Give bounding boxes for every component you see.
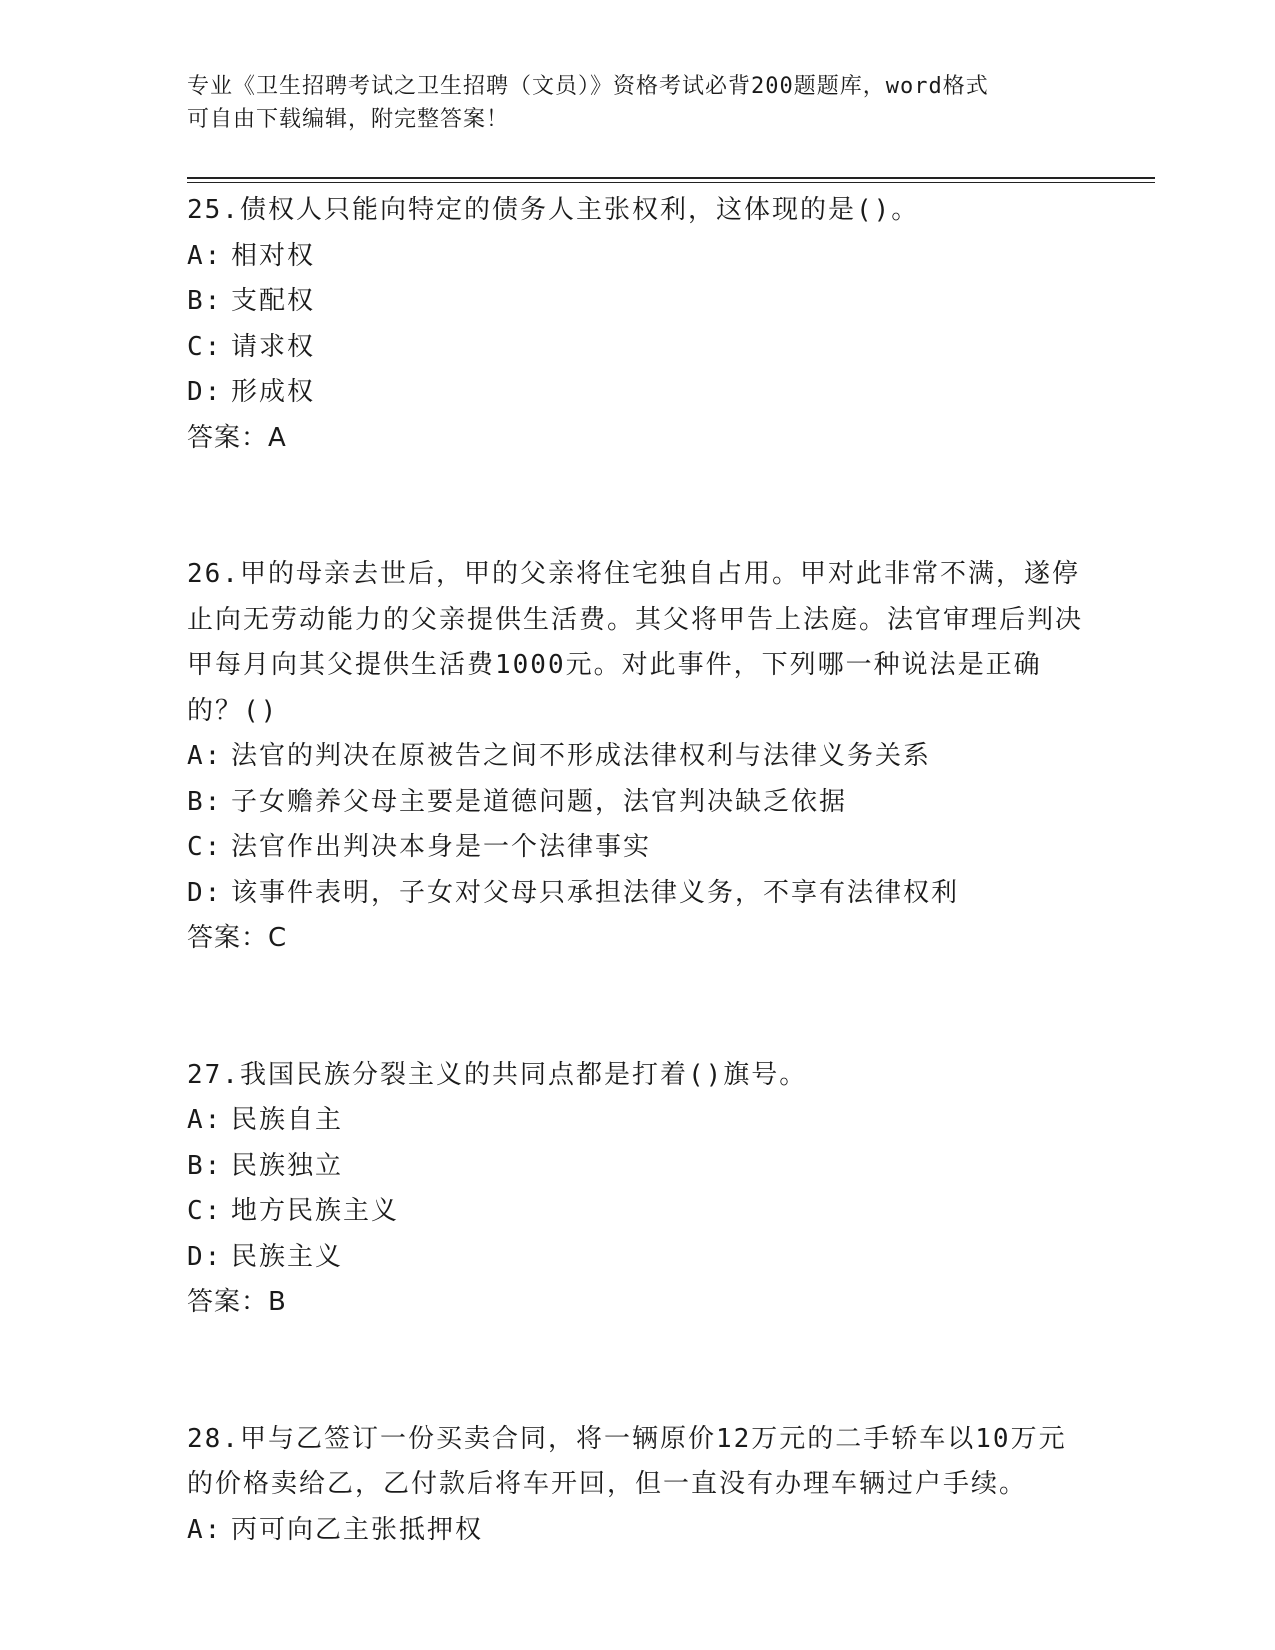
option-d: D: 该事件表明，子女对父母只承担法律义务，不享有法律权利 [187, 877, 960, 908]
option-c: C: 地方民族主义 [187, 1196, 400, 1226]
answer-value: C [268, 923, 288, 953]
question-text: 28.甲与乙签订一份买卖合同，将一辆原价12万元的二手轿车以10万元的价格卖给乙，乙付款后将车开回，但一直没有办理车辆过户手续。 [187, 1423, 1067, 1499]
option-c: C: 请求权 [187, 331, 316, 362]
answer-label: 答案： [187, 422, 269, 453]
answer-label: 答案： [187, 1287, 269, 1317]
option-a: A: 相对权 [187, 240, 316, 271]
option-c: C: 法官作出判决本身是一个法律事实 [187, 832, 652, 862]
header-divider-thick [187, 177, 1155, 179]
question-list [187, 188, 1087, 1553]
answer-value: B [268, 1287, 287, 1317]
option-b: B: 民族独立 [187, 1150, 344, 1181]
header-line-1: 专业《卫生招聘考试之卫生招聘（文员）》资格考试必背200题题库，word格式 [187, 74, 989, 99]
document-header [187, 70, 1067, 136]
question-spacer [187, 962, 1087, 1053]
answer-value: A [268, 422, 287, 453]
question-spacer [187, 461, 1087, 552]
question-text: 26.甲的母亲去世后，甲的父亲将住宅独自占用。甲对此非常不满，遂停止向无劳动能力的父亲提供生活费。其父将甲告上法庭。法官审理后判决甲每月向其父提供生活费1000元。对此事件，下列哪一种说法是正确的？() [187, 559, 1084, 726]
question-28 [187, 1417, 1087, 1554]
option-d: D: 形成权 [187, 377, 316, 407]
question-text: 25.债权人只能向特定的债务人主张权利，这体现的是()。 [187, 195, 920, 225]
answer-label: 答案： [187, 923, 269, 953]
option-d: D: 民族主义 [187, 1241, 344, 1272]
answer-line [187, 1280, 1087, 1326]
option-b: B: 子女赡养父母主要是道德问题，法官判决缺乏依据 [187, 786, 848, 817]
question-text: 27.我国民族分裂主义的共同点都是打着()旗号。 [187, 1059, 808, 1090]
option-a: A: 民族自主 [187, 1105, 344, 1135]
question-26 [187, 552, 1087, 962]
question-25 [187, 188, 1087, 461]
header-line-2: 可自由下载编辑，附完整答案！ [187, 107, 510, 132]
question-spacer [187, 1326, 1087, 1417]
option-b: B: 支配权 [187, 286, 316, 316]
question-27 [187, 1053, 1087, 1326]
option-a: A: 法官的判决在原被告之间不形成法律权利与法律义务关系 [187, 741, 932, 771]
answer-line [187, 916, 1087, 962]
header-divider-thin [187, 182, 1155, 183]
option-a: A: 丙可向乙主张抵押权 [187, 1514, 484, 1545]
answer-line [187, 416, 1087, 462]
